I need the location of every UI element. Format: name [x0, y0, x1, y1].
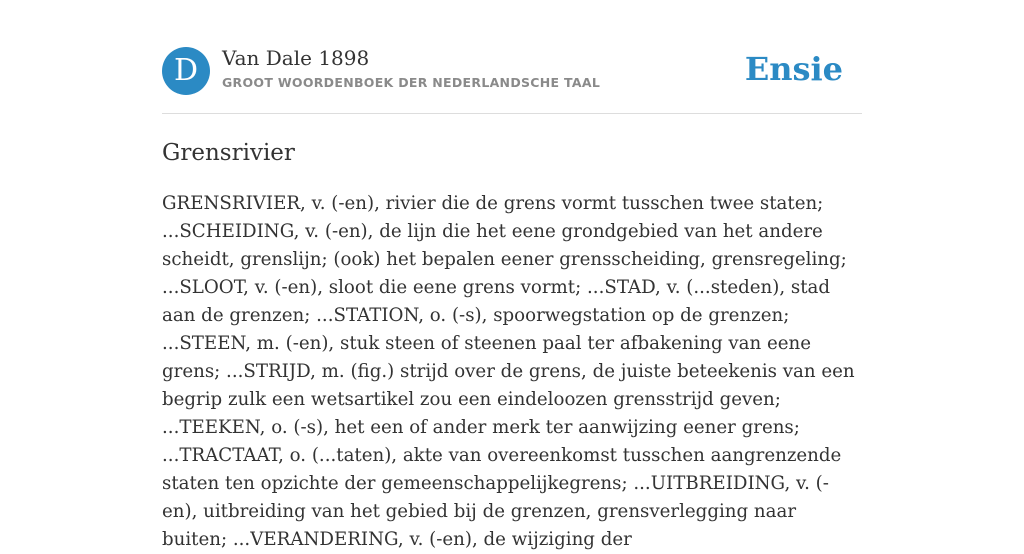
source-header	[162, 46, 862, 96]
ensie-logo[interactable]: Ensie	[744, 50, 843, 88]
entry-body: GRENSRIVIER, v. (-en), rivier die de grens vormt tusschen twee staten; ...SCHEIDING, v. (-en), de lijn die het eene grondgebied van het andere scheidt, grenslijn; (ook) het bepalen eener grensscheiding, grensregeling; ...SLOOT, v. (-en), sloot die eene grens vormt; ...STAD, v. (...steden), stad aan de grenzen; ...STATION, o. (-s), spoorwegstation op de grenzen; ...STEEN, m. (-en), stuk steen of steenen paal ter afbakening van eene grens; ...STRIJD, m. (fig.) strijd over de grens, de juiste beteekenis van een begrip zulk een wetsartikel zou een eindeloozen grensstrijd geven; ...TEEKEN, o. (-s), het een of ander merk ter aanwijzing eener grens; ...TRACTAAT, o. (...taten), akte van overeenkomst tusschen aangrenzende staten ten opzichte der gemeenschappelijkegrens; ...UITBREIDING, v. (-en), uitbreiding van het gebied bij de grenzen, grensverlegging naar buiten; ...VERANDERING, v. (-en), de wijziging der	[162, 193, 855, 550]
source-title[interactable]: Van Dale 1898	[222, 46, 370, 70]
source-subtitle: GROOT WOORDENBOEK DER NEDERLANDSCHE TAAL	[222, 75, 601, 90]
source-logo[interactable]: D	[162, 47, 210, 95]
entry-title: Grensrivier	[162, 140, 295, 166]
header-divider	[162, 113, 862, 114]
